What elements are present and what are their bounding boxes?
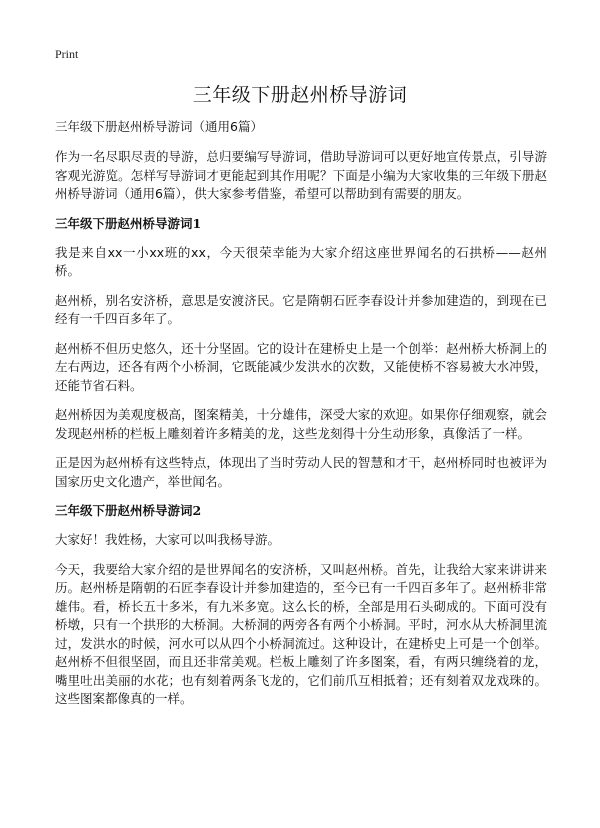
section-paragraph: 赵州桥因为美观度极高，图案精美，十分雄伟，深受大家的欢迎。如果你仔细观察，就会发现赵州桥的栏板上雕刻着许多精美的龙，这些龙刻得十分生动形象，真像活了一样。 [55, 407, 547, 441]
section-2 [55, 502, 547, 709]
section-paragraph: 今天，我要给大家介绍的是世界闻名的安济桥，又叫赵州桥。首先，让我给大家来讲讲来历。赵州桥是隋朝的石匠李春设计并参加建造的，至今已有一千四百多年了。赵州桥非常雄伟。看，桥长五十多米，有九米多宽。这么长的桥，全部是用石头砌成的。下面可没有桥墩，只有一个拱形的大桥洞。大桥洞的两旁各有两个小桥洞。平时，河水从大桥洞里流过，发洪水的时候，河水可以从四个小桥洞流过。这种设计，在建桥史上可是一个创举。赵州桥不但很坚固，而且还非常美观。栏板上雕刻了许多图案，看，有两只缠绕着的龙，嘴里吐出美丽的水花；也有刻着两条飞龙的，它们前爪互相抵着；还有刻着双龙戏珠的。这些图案都像真的一样。 [55, 561, 547, 706]
section-heading: 三年级下册赵州桥导游词2 [55, 503, 202, 518]
section-paragraph: 正是因为赵州桥有这些特点，体现出了当时劳动人民的智慧和才干，赵州桥同时也被评为国家历史文化遗产，举世闻名。 [55, 455, 547, 489]
section-paragraph: 我是来自xx一小xx班的xx，今天很荣幸能为大家介绍这座世界闻名的石拱桥——赵州桥。 [55, 244, 547, 278]
section-paragraph: 赵州桥，别名安济桥，意思是安渡济民。它是隋朝石匠李春设计并参加建造的，到现在已经有一千四百多年了。 [55, 292, 547, 326]
section-paragraph: 大家好！我姓杨，大家可以叫我杨导游。 [55, 532, 281, 547]
document-subtitle: 三年级下册赵州桥导游词（通用6篇） [55, 119, 263, 134]
document-title: 三年级下册赵州桥导游词 [192, 84, 408, 106]
section-heading: 三年级下册赵州桥导游词1 [55, 215, 202, 231]
document-body [55, 118, 547, 720]
print-label: Print [55, 47, 79, 61]
section-paragraph: 赵州桥不但历史悠久，还十分坚固。它的设计在建桥史上是一个创举：赵州桥大桥洞上的左右两边，还各有两个小桥洞，它既能减少发洪水的次数，又能使桥不容易被大水冲毁，还能节省石料。 [55, 340, 547, 393]
intro-paragraph: 作为一名尽职尽责的导游，总归要编写导游词，借助导游词可以更好地宣传景点，引导游客观光游览。怎样写导游词才更能起到其作用呢？下面是小编为大家收集的三年级下册赵州桥导游词（通用6篇），供大家参考借鉴，希望可以帮助到有需要的朋友。 [55, 149, 547, 201]
section-1 [55, 215, 547, 492]
